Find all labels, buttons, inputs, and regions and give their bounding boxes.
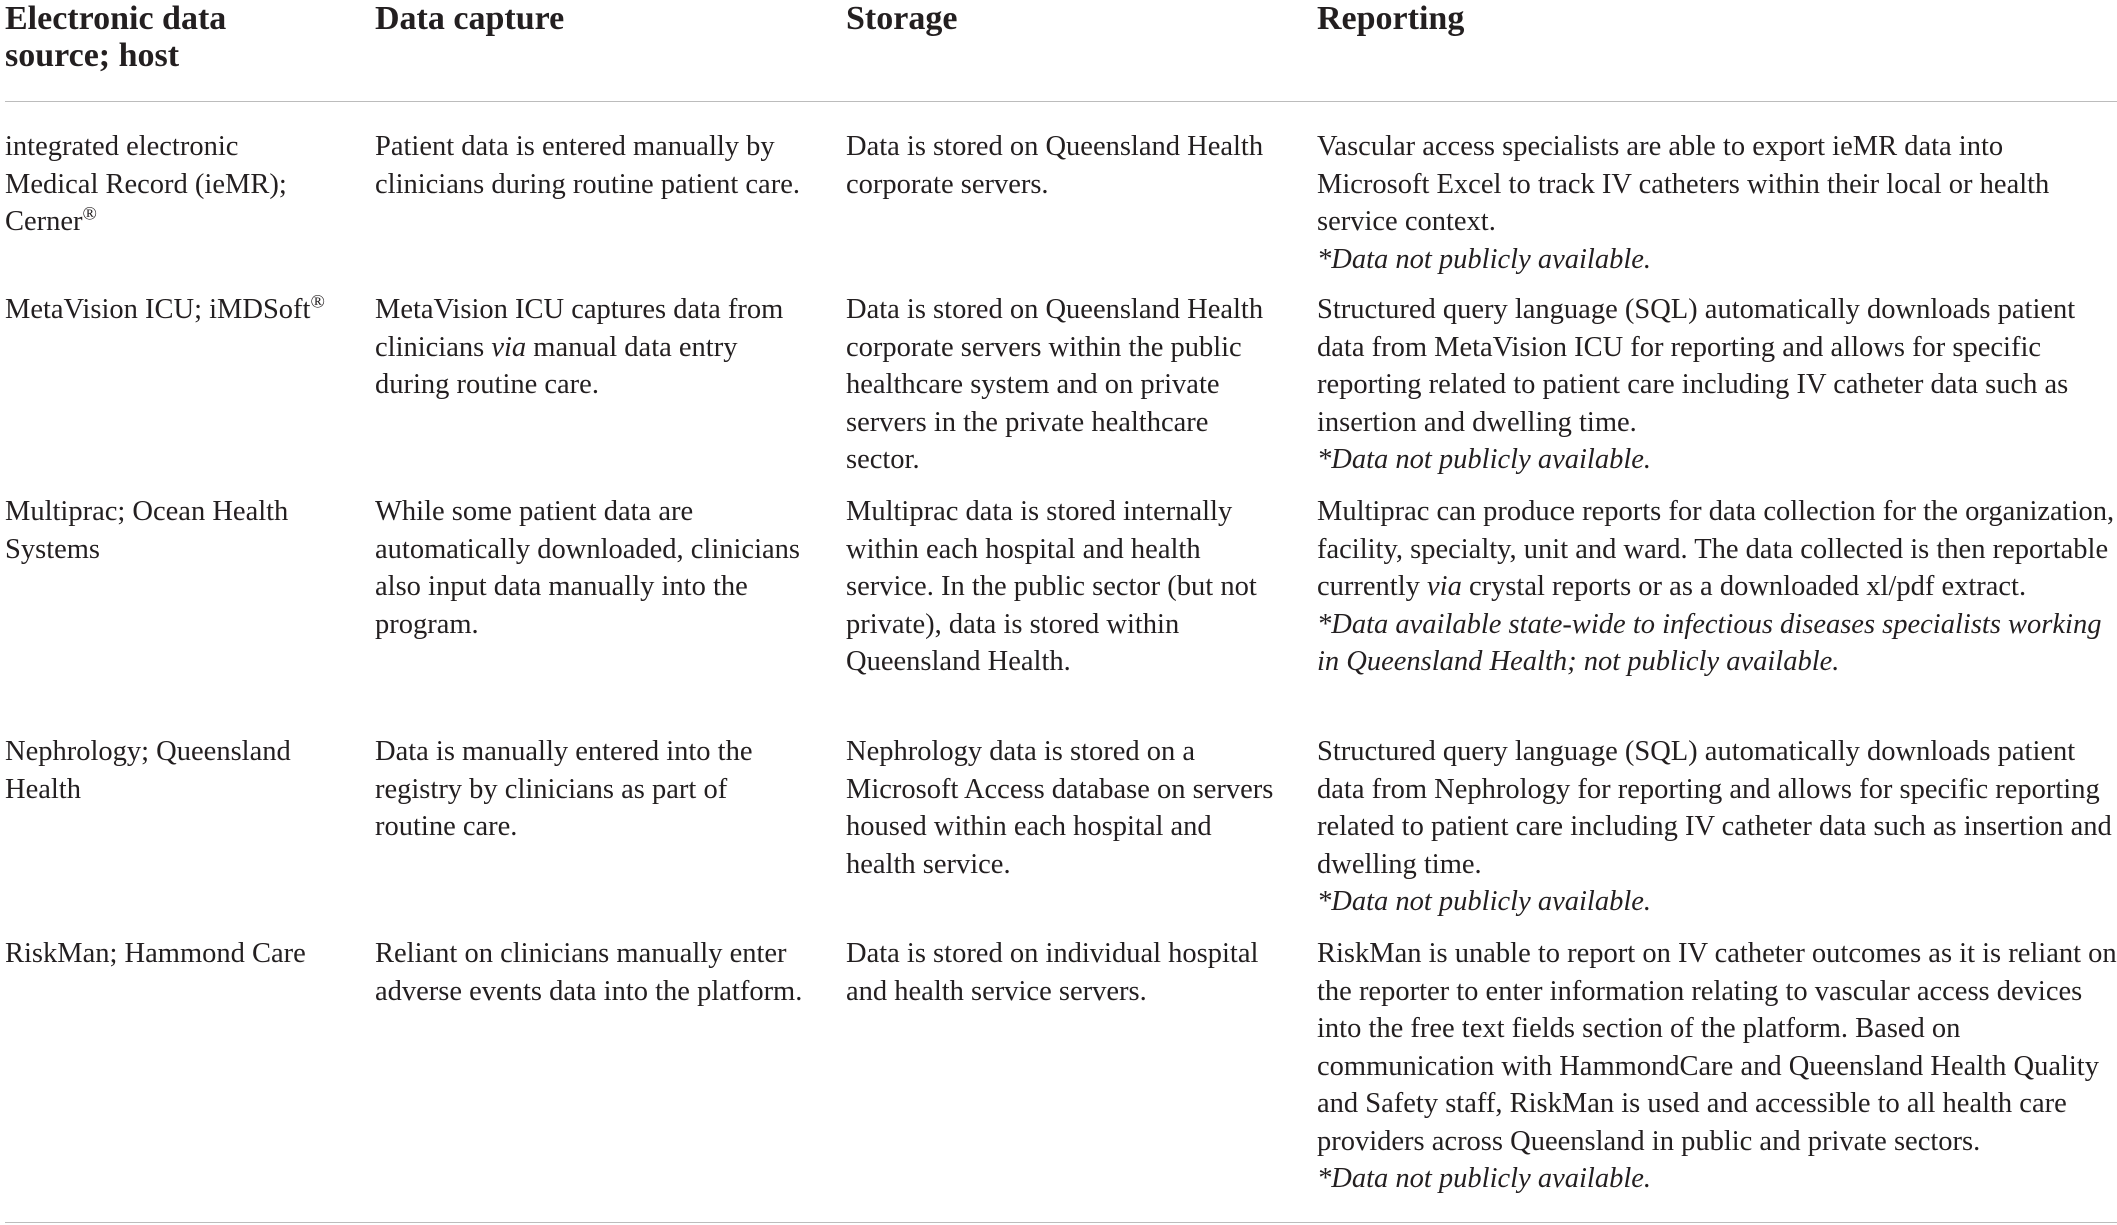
row-4-source: Nephrology; Queensland Health — [5, 736, 291, 805]
row-1-source: integrated electronic Medical Record (ieMR); Cerner® — [5, 131, 287, 237]
row-5-source: RiskMan; Hammond Care — [5, 938, 306, 969]
row-3-reporting: Multiprac can produce reports for data collection for the organization, facility, specialty, unit and ward. The data collected is then reportable currently via crystal reports or as a downloaded xl/pdf extract. *Data available state-wide to infectious diseases specialists working in Queensland Health; not publicly available. — [1317, 493, 2117, 681]
header-data-capture: Data capture — [375, 0, 565, 37]
row-1-capture: Patient data is entered manually by clinicians during routine patient care. — [375, 131, 800, 200]
row-1-storage: Data is stored on Queensland Health corporate servers. — [846, 131, 1264, 200]
row-3-source: Multiprac; Ocean Health Systems — [5, 496, 289, 565]
registered-mark: ® — [310, 291, 325, 313]
row-3-capture: While some patient data are automatically downloaded, clinicians also input data manually into the program. — [375, 496, 800, 640]
row-2-storage: Data is stored on Queensland Health corporate servers within the public healthcare system and on private servers in the private healthcare sector. — [846, 294, 1264, 475]
header-reporting: Reporting — [1317, 0, 1465, 37]
row-2-reporting: Structured query language (SQL) automatically downloads patient data from MetaVision ICU for reporting and allows for specific reporting related to patient care including IV catheter data such as insertion and dwelling time. *Data not publicly available. — [1317, 291, 2117, 479]
header-source: Electronic data source; host — [5, 0, 227, 74]
availability-note: *Data available state-wide to infectious diseases specialists working in Queensland Health; not publicly available. — [1317, 608, 2102, 677]
footer-rule — [5, 1222, 2117, 1223]
row-5-capture: Reliant on clinicians manually enter adverse events data into the platform. — [375, 938, 803, 1007]
row-2-capture: MetaVision ICU captures data from clinicians via manual data entry during routine care. — [375, 294, 784, 400]
row-3-storage: Multiprac data is stored internally within each hospital and health service. In the public sector (but not private), data is stored within Queensland Health. — [846, 496, 1257, 677]
header-rule — [5, 101, 2117, 102]
row-5-reporting: RiskMan is unable to report on IV catheter outcomes as it is reliant on the reporter to enter information relating to vascular access devices into the free text fields section of the platform. Based on communication with HammondCare and Queensland Health Quality and Safety staff, RiskMan is used and accessible to all health care providers across Queensland in public and private sectors. *Data not publicly available. — [1317, 935, 2117, 1198]
row-4-reporting: Structured query language (SQL) automatically downloads patient data from Nephrology for reporting and allows for specific reporting related to patient care including IV catheter data such as insertion and dwelling time. *Data not publicly available. — [1317, 733, 2117, 921]
header-storage: Storage — [846, 0, 958, 37]
availability-note: *Data not publicly available. — [1317, 243, 1652, 275]
row-1-reporting: Vascular access specialists are able to export ieMR data into Microsoft Excel to track IV catheters within their local or health service context. *Data not publicly available. — [1317, 128, 2117, 278]
row-4-capture: Data is manually entered into the registry by clinicians as part of routine care. — [375, 736, 753, 842]
registered-mark: ® — [82, 203, 97, 225]
availability-note: *Data not publicly available. — [1317, 1163, 1652, 1194]
availability-note: *Data not publicly available. — [1317, 444, 1652, 475]
row-5-storage: Data is stored on individual hospital and health service servers. — [846, 938, 1259, 1007]
availability-note: *Data not publicly available. — [1317, 886, 1652, 917]
row-2-source: MetaVision ICU; iMDSoft® — [5, 291, 325, 325]
row-4-storage: Nephrology data is stored on a Microsoft Access database on servers housed within each hospital and health service. — [846, 736, 1274, 880]
